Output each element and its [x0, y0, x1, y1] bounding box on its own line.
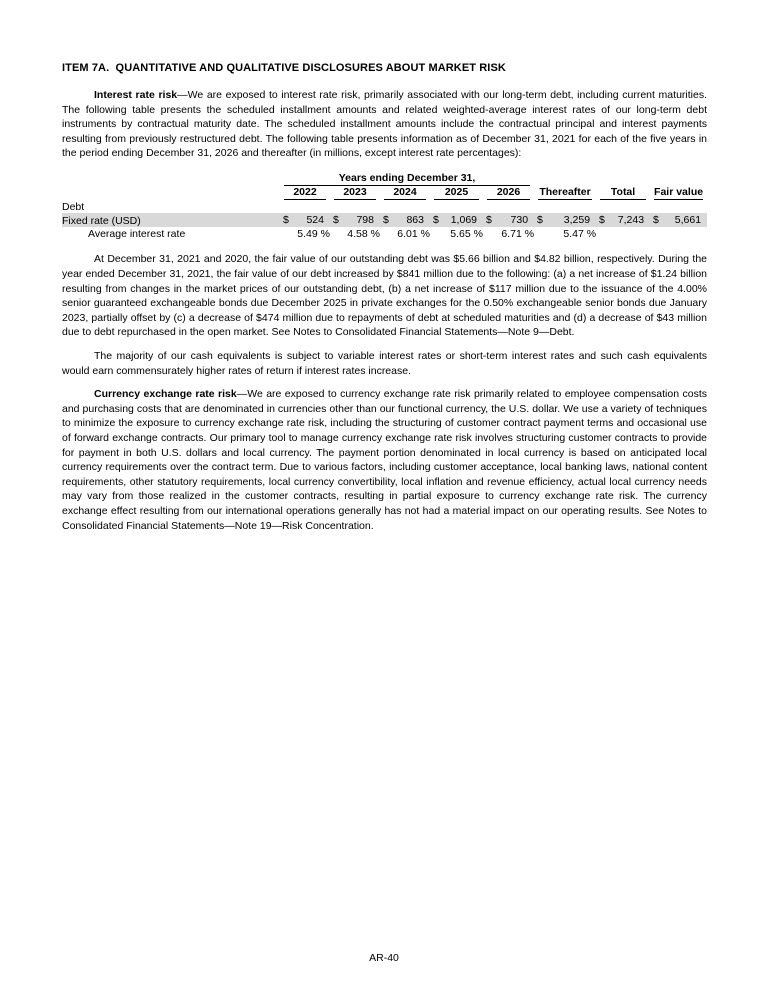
- cell-fixed-rate-2026: $ 730: [486, 213, 529, 226]
- cell-fixed-rate-2024: $ 863: [383, 213, 424, 226]
- cell-avg-rate-2026: 6.71 %: [501, 228, 535, 241]
- cell-fixed-rate-2022: $ 524: [283, 213, 324, 226]
- dollar-sign: $: [433, 213, 439, 226]
- column-header-2025: 2025: [430, 186, 483, 200]
- paragraph-fair-value: At December 31, 2021 and 2020, the fair value of our outstanding debt was $5.66 billion and $4.82 billion, respectively. During the year ended December 31, 2021, the fair value of our debt increased by $841 million due to the following: (a) a net increase of $1.24 billion resulting from changes in the market prices of our outstanding debt, (b) a net increase of $117 million due to the issuance of the 4.00% senior guaranteed exchangeable bonds due December 2025 in private exchanges for the 0.50% exchangeable senior bonds due January 2023, partially offset by (c) a decrease of $474 million due to repayments of debt at scheduled maturities and (d) a decrease of $43 million due to debt repurchased in the open market. See Notes to Consolidated Financial Statements—Note 9—Debt.: [62, 253, 707, 339]
- paragraph-currency-exchange: [62, 387, 707, 533]
- cell-avg-rate-thereafter: 5.47 %: [563, 228, 597, 241]
- cell-avg-rate-2025: 5.65 %: [450, 228, 483, 241]
- row-label-average-interest-rate: Average interest rate: [88, 228, 186, 241]
- table-spanner-row: [62, 172, 707, 186]
- cell-fixed-rate-2023: $ 798: [333, 213, 374, 226]
- dollar-sign: $: [333, 213, 339, 226]
- table-spanner-label: Years ending December 31,: [284, 172, 530, 186]
- page-number: AR-40: [369, 952, 399, 964]
- paragraph-cash-equivalents: The majority of our cash equivalents is subject to variable interest rates or short-term interest rates and such cash equivalents would earn commensurately higher rates of return if interest rates increase.: [62, 350, 707, 377]
- cell-fixed-rate-2025: $ 1,069: [433, 213, 477, 226]
- dollar-sign: $: [383, 213, 389, 226]
- dollar-sign: $: [599, 213, 605, 226]
- column-header-thereafter: Thereafter: [539, 185, 591, 198]
- cell-avg-rate-2024: 6.01 %: [397, 228, 430, 241]
- paragraph-interest-rate-risk: [62, 88, 707, 161]
- column-header-2023: 2023: [330, 186, 380, 200]
- debt-maturity-table: [62, 172, 707, 241]
- cell-avg-rate-2022: 5.49 %: [297, 228, 330, 241]
- cell-fixed-rate-fair-value: $ 5,661: [653, 213, 702, 226]
- column-header-2024: 2024: [380, 186, 430, 200]
- cell-fixed-rate-total: $ 7,243: [599, 213, 645, 226]
- column-header-2022: 2022: [280, 186, 330, 200]
- paragraph-body-currency-exchange: —We are exposed to currency exchange rate risk primarily related to employee compensation costs and purchasing costs that are denominated in currencies other than our functional currency, the U.S. dollar. We use a variety of techniques to minimize the exposure to currency exchange rate risk, including the structuring of customer contract payment terms and occasional use of forward exchange contracts. Our primary tool to manage currency exchange rate risk involves structuring customer contracts to provide for payment in both U.S. dollars and local currency. The payment portion denominated in local currency is based on anticipated local currency requirements over the contract term. Due to various factors, including customer acceptance, local banking laws, national content requirements, other statutory requirements, local currency convertibility, local inflation and revenue efficiency, actual local currency needs may vary from those realized in the customer contracts, resulting in partial exposure to currency exchange rate risk. The currency exchange effect resulting from our international operations generally has not had a material impact on our operating results. See Notes to Consolidated Financial Statements—Note 19—Risk Concentration.: [62, 388, 707, 532]
- dollar-sign: $: [653, 213, 659, 226]
- row-label-fixed-rate: Fixed rate (USD): [62, 214, 141, 227]
- cell-avg-rate-2023: 4.58 %: [347, 228, 380, 241]
- cell-fixed-rate-thereafter: $ 3,259: [537, 213, 591, 226]
- table-row-average-interest-rate: [62, 227, 707, 241]
- paragraph-body-interest-rate-risk: —We are exposed to interest rate risk, primarily associated with our long-term debt, including current maturities. The following table presents the scheduled installment amounts and related weighted-average interest rates of our long-term debt instruments by contractual maturity date. The scheduled installment amounts include the contractual principal and interest payments resulting from previously restructured debt. The following table presents information as of December 31, 2021 for each of the five years in the period ending December 31, 2026 and thereafter (in millions, except interest rate percentages):: [62, 89, 707, 160]
- table-spanner-cell: [280, 172, 534, 186]
- column-header-fair-value: Fair value: [654, 185, 704, 198]
- paragraph-lead-currency-exchange: Currency exchange rate risk: [94, 388, 237, 401]
- cell-avg-rate-total: [596, 227, 650, 241]
- paragraph-lead-interest-rate-risk: Interest rate risk: [94, 89, 178, 101]
- table-section-label: Debt: [62, 201, 85, 214]
- table-header-row: [62, 186, 707, 200]
- column-header-total: Total: [596, 186, 650, 200]
- cell-avg-rate-fair-value: [650, 227, 707, 241]
- dollar-sign: $: [486, 213, 492, 226]
- table-section-row: [62, 200, 707, 214]
- dollar-sign: $: [537, 213, 543, 226]
- column-header-2026: 2026: [483, 186, 534, 200]
- dollar-sign: $: [283, 213, 289, 226]
- table-row-fixed-rate: [62, 213, 707, 227]
- page-title: ITEM 7A. QUANTITATIVE AND QUALITATIVE DISCLOSURES ABOUT MARKET RISK: [62, 62, 506, 74]
